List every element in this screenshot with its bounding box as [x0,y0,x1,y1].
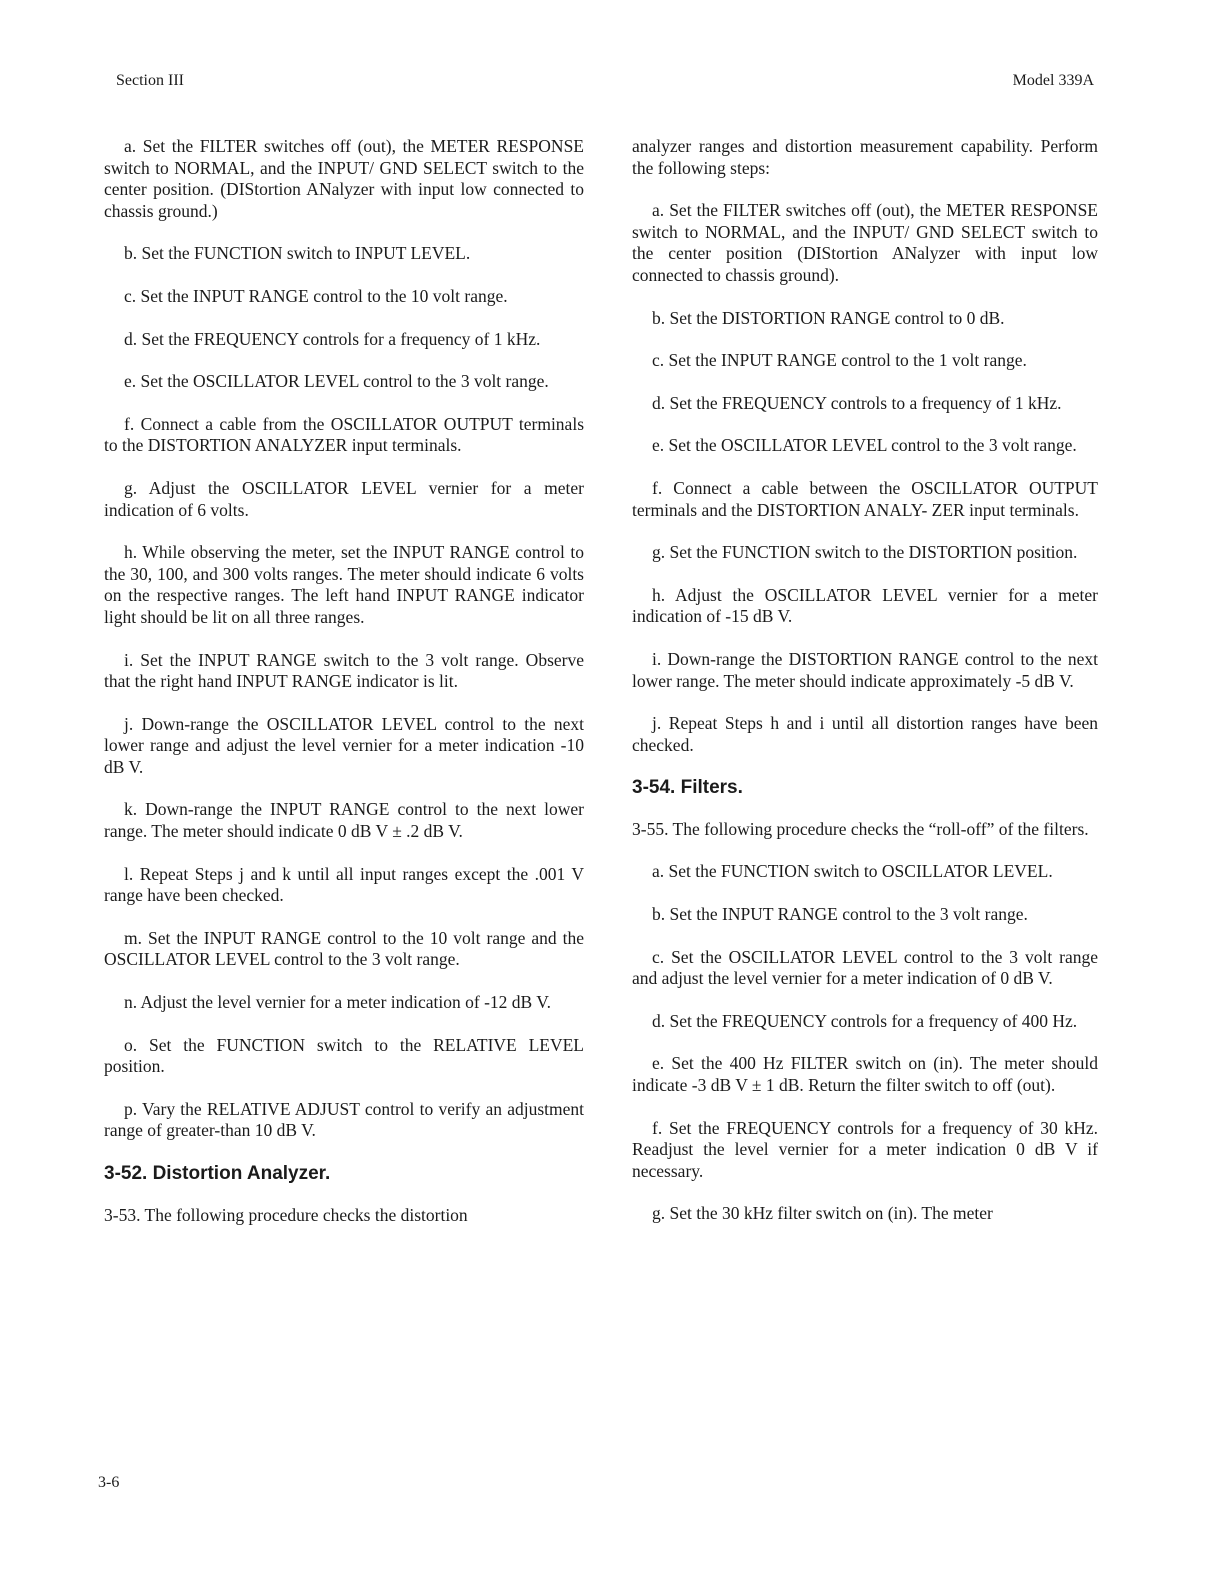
section-label: Section III [116,72,184,89]
paragraph: k. Down-range the INPUT RANGE control to the next lower range. The meter should indicate 0 dB V ± .2 dB V. [104,799,584,842]
paragraph: d. Set the FREQUENCY controls to a frequency of 1 kHz. [652,392,1062,413]
paragraph: m. Set the INPUT RANGE control to the 10 volt range and the OSCILLATOR LEVEL control to the 3 volt range. [104,927,584,970]
paragraph: i. Set the INPUT RANGE switch to the 3 volt range. Observe that the right hand INPUT RANGE indicator is lit. [104,649,584,692]
paragraph: f. Connect a cable between the OSCILLATOR OUTPUT terminals and the DISTORTION ANALY- ZER input terminals. [632,477,1098,520]
paragraph: e. Set the OSCILLATOR LEVEL control to the 3 volt range. [652,435,1077,456]
paragraph: j. Down-range the OSCILLATOR LEVEL control to the next lower range and adjust the level vernier for a meter indication -10 dB V. [104,713,584,777]
paragraph: 3-55. The following procedure checks the “roll-off” of the filters. [632,818,1089,839]
section-heading: 3-54. Filters. [632,777,743,799]
paragraph: b. Set the INPUT RANGE control to the 3 volt range. [652,904,1028,925]
paragraph: analyzer ranges and distortion measurement capability. Perform the following steps: [632,136,1098,178]
paragraph: c. Set the INPUT RANGE control to the 1 volt range. [652,350,1027,371]
paragraph: f. Connect a cable from the OSCILLATOR OUTPUT terminals to the DISTORTION ANALYZER input terminals. [104,413,584,456]
paragraph: h. While observing the meter, set the INPUT RANGE control to the 30, 100, and 300 volts ranges. The meter should indicate 6 volts on the respective ranges. The left hand INPUT RANGE indicator light should be lit on all three ranges. [104,542,584,627]
paragraph: o. Set the FUNCTION switch to the RELATIVE LEVEL position. [104,1034,584,1077]
paragraph: b. Set the DISTORTION RANGE control to 0 dB. [652,307,1005,328]
paragraph: c. Set the INPUT RANGE control to the 10 volt range. [124,285,508,306]
paragraph: l. Repeat Steps j and k until all input ranges except the .001 V range have been checked. [104,863,584,906]
paragraph: d. Set the FREQUENCY controls for a frequency of 1 kHz. [124,328,541,349]
paragraph: j. Repeat Steps h and i until all distortion ranges have been checked. [632,713,1098,755]
right-column [632,136,1098,1246]
section-heading: 3-52. Distortion Analyzer. [104,1163,331,1184]
paragraph: p. Vary the RELATIVE ADJUST control to verify an adjustment range of greater-than 10 dB V. [104,1098,584,1141]
paragraph: a. Set the FILTER switches off (out), the METER RESPONSE switch to NORMAL, and the INPUT/ GND SELECT switch to the center position. (DIStortion ANalyzer with input low connected to chassis ground.) [104,136,584,221]
paragraph: i. Down-range the DISTORTION RANGE control to the next lower range. The meter should indicate approximately -5 dB V. [632,648,1098,691]
paragraph: g. Set the 30 kHz filter switch on (in). The meter [652,1203,993,1224]
paragraph: d. Set the FREQUENCY controls for a frequency of 400 Hz. [652,1010,1078,1031]
paragraph: b. Set the FUNCTION switch to INPUT LEVEL. [124,243,471,264]
paragraph: 3-53. The following procedure checks the distortion [104,1204,468,1225]
paragraph: f. Set the FREQUENCY controls for a frequency of 30 kHz. Readjust the level vernier for a meter indication 0 dB V if necessary. [632,1117,1098,1181]
paragraph: g. Set the FUNCTION switch to the DISTORTION position. [652,542,1078,563]
paragraph: h. Adjust the OSCILLATOR LEVEL vernier for a meter indication of -15 dB V. [632,584,1098,627]
paragraph: n. Adjust the level vernier for a meter indication of -12 dB V. [124,992,552,1013]
left-column [104,136,584,1247]
page-number: 3-6 [98,1474,120,1491]
model-label: Model 339A [1012,72,1094,89]
paragraph: e. Set the OSCILLATOR LEVEL control to the 3 volt range. [124,371,549,392]
paragraph: a. Set the FILTER switches off (out), the METER RESPONSE switch to NORMAL, and the INPUT/ GND SELECT switch to the center position (DIStortion ANalyzer with input low connected to chassis ground). [632,200,1098,285]
paragraph: c. Set the OSCILLATOR LEVEL control to the 3 volt range and adjust the level vernier for a meter indication of 0 dB V. [632,946,1098,989]
paragraph: a. Set the FUNCTION switch to OSCILLATOR LEVEL. [652,861,1053,882]
paragraph: e. Set the 400 Hz FILTER switch on (in). The meter should indicate -3 dB V ± 1 dB. Return the filter switch to off (out). [632,1053,1098,1096]
paragraph: g. Adjust the OSCILLATOR LEVEL vernier for a meter indication of 6 volts. [104,477,584,520]
